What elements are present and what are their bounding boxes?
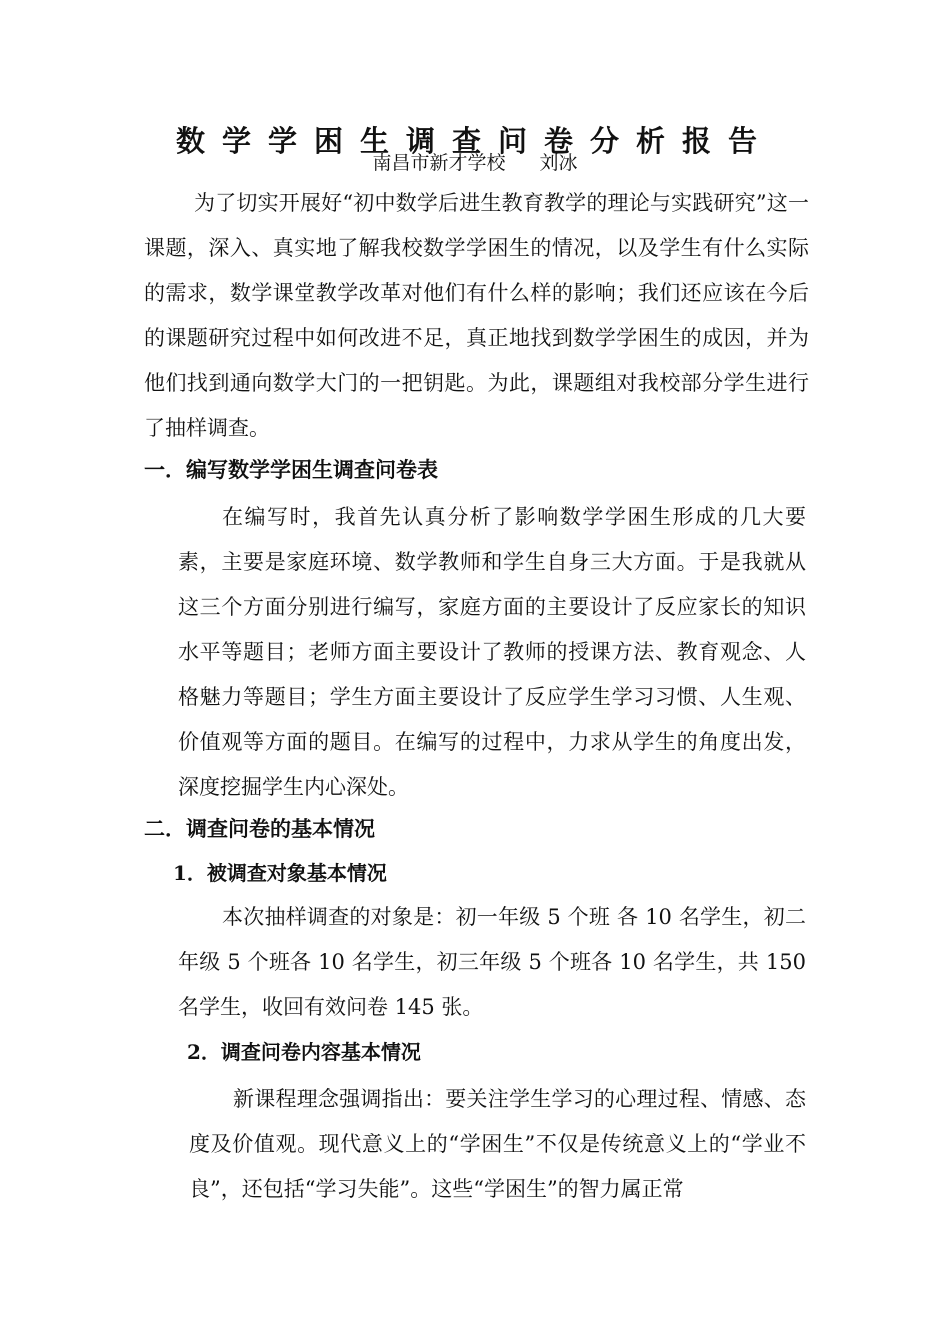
subsection-1-paragraph: 本次抽样调查的对象是：初一年级 5 个班 各 10 名学生，初二年级 5 个班各 10 名学生，初三年级 5 个班各 10 名学生，共 150 名学生，收回有效问卷 145 张。	[178, 905, 806, 1019]
author-line	[0, 148, 950, 178]
section-2-heading: 二．调查问卷的基本情况	[144, 816, 375, 841]
intro-paragraph: 为了切实开展好“初中数学后进生教育教学的理论与实践研究”这一课题，深入、真实地了解我校数学学困生的情况，以及学生有什么实际的需求，数学课堂教学改革对他们有什么样的影响；我们还应该在今后的课题研究过程中如何改进不足，真正地找到数学学困生的成因，并为他们找到通向数学大门的一把钥匙。为此，课题组对我校部分学生进行了抽样调查。	[144, 191, 809, 440]
subsection-2-paragraph: 新课程理念强调指出：要关注学生学习的心理过程、情感、态度及价值观。现代意义上的“学困生”不仅是传统意义上的“学业不良”，还包括“学习失能”。这些“学困生”的智力属正常	[189, 1087, 806, 1201]
section-1-paragraph: 在编写时，我首先认真分析了影响数学学困生形成的几大要素，主要是家庭环境、数学教师和学生自身三大方面。于是我就从这三个方面分别进行编写，家庭方面的主要设计了反应家长的知识水平等题目；老师方面主要设计了教师的授课方法、教育观念、人格魅力等题目；学生方面主要设计了反应学生学习习惯、人生观、价值观等方面的题目。在编写的过程中，力求从学生的角度出发，深度挖掘学生内心深处。	[178, 505, 806, 799]
document-title: 数学学困生调查问卷分析报告	[175, 124, 774, 159]
school-name: 南昌市新才学校	[372, 152, 506, 174]
author-name: 刘冰	[539, 152, 578, 174]
subsection-1-heading: 1．被调查对象基本情况	[173, 861, 387, 885]
subsection-2-heading: 2．调查问卷内容基本情况	[187, 1040, 421, 1064]
section-1-heading: 一．编写数学学困生调查问卷表	[144, 457, 438, 482]
